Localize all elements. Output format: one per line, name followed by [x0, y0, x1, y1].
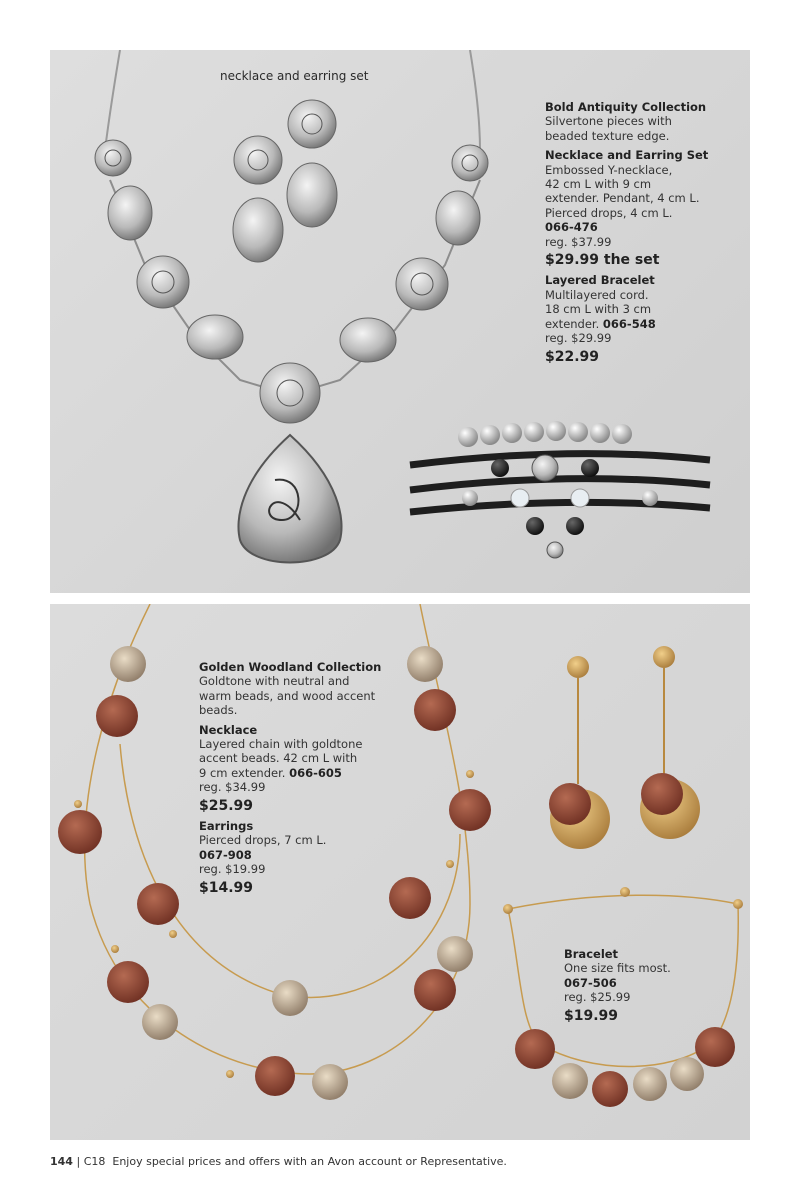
page-number: 144	[50, 1155, 73, 1168]
product-desc-line: Layered chain with goldtone	[199, 737, 363, 752]
product-desc-line: 18 cm L with 3 cm	[545, 302, 652, 317]
gold-jewelry-photo	[50, 604, 750, 1140]
set-label: necklace and earring set	[220, 69, 369, 83]
product-desc-line: 9 cm extender.	[199, 765, 286, 780]
regular-price: reg. $37.99	[545, 234, 612, 249]
section-code: C18	[83, 1155, 106, 1168]
regular-price: reg. $34.99	[199, 780, 266, 795]
product-desc-line: extender.	[545, 316, 600, 331]
drop-earring	[549, 656, 610, 849]
pendant-teardrop	[238, 435, 341, 563]
product-desc-line: Pierced drops, 7 cm L.	[199, 833, 327, 848]
drop-earring	[640, 646, 700, 839]
sale-price: $25.99	[199, 797, 254, 814]
collection-desc-line: beaded texture edge.	[545, 128, 670, 143]
sale-price: $14.99	[199, 879, 254, 896]
product-code: 066-548	[602, 316, 656, 331]
product-code: 066-476	[545, 220, 598, 235]
bold-antiquity-copy	[545, 100, 745, 370]
sale-price: $22.99	[545, 348, 600, 365]
collection-title: Golden Woodland Collection	[199, 660, 382, 674]
product-desc-line: One size fits most.	[564, 961, 671, 976]
collection-desc-line: Silvertone pieces with	[545, 114, 672, 129]
collection-title: Bold Antiquity Collection	[545, 100, 707, 114]
product-desc-line: Embossed Y-necklace,	[545, 162, 673, 177]
necklace-medallion	[95, 140, 488, 181]
footer-separator: |	[76, 1155, 81, 1168]
earring-pair	[233, 100, 337, 262]
page-footer	[50, 1155, 507, 1168]
necklace-medallion-large	[137, 256, 448, 423]
product-desc-line: 42 cm L with 9 cm	[545, 177, 652, 192]
product-code: 067-908	[199, 847, 252, 862]
golden-woodland-copy	[199, 660, 399, 901]
regular-price: reg. $25.99	[564, 990, 631, 1005]
sale-price: $19.99	[564, 1007, 619, 1024]
bold-antiquity-panel	[50, 50, 750, 593]
bracelet-copy	[564, 947, 704, 1029]
collection-desc-line: warm beads, and wood accent	[199, 688, 376, 703]
product-title: Bracelet	[564, 947, 619, 961]
regular-price: reg. $19.99	[199, 862, 266, 877]
product-desc-line: Multilayered cord.	[545, 287, 649, 302]
product-desc-line: accent beads. 42 cm L with	[199, 751, 358, 766]
product-title: Necklace and Earring Set	[545, 148, 709, 163]
collection-desc-line: beads.	[199, 703, 238, 718]
collection-desc-line: Goldtone with neutral and	[199, 674, 350, 689]
footer-note: Enjoy special prices and offers with an Avon account or Representative.	[112, 1155, 507, 1168]
product-desc-line: Pierced drops, 4 cm L.	[545, 205, 673, 220]
regular-price: reg. $29.99	[545, 331, 612, 346]
product-code: 066-605	[289, 765, 342, 780]
sale-price: $29.99 the set	[545, 252, 660, 269]
product-title: Earrings	[199, 819, 254, 834]
product-desc-line: extender. Pendant, 4 cm L.	[545, 191, 700, 206]
layered-bracelet	[410, 421, 710, 558]
golden-woodland-panel	[50, 604, 750, 1140]
product-code: 067-506	[564, 975, 617, 990]
product-title: Layered Bracelet	[545, 273, 655, 288]
product-title: Necklace	[199, 722, 258, 737]
